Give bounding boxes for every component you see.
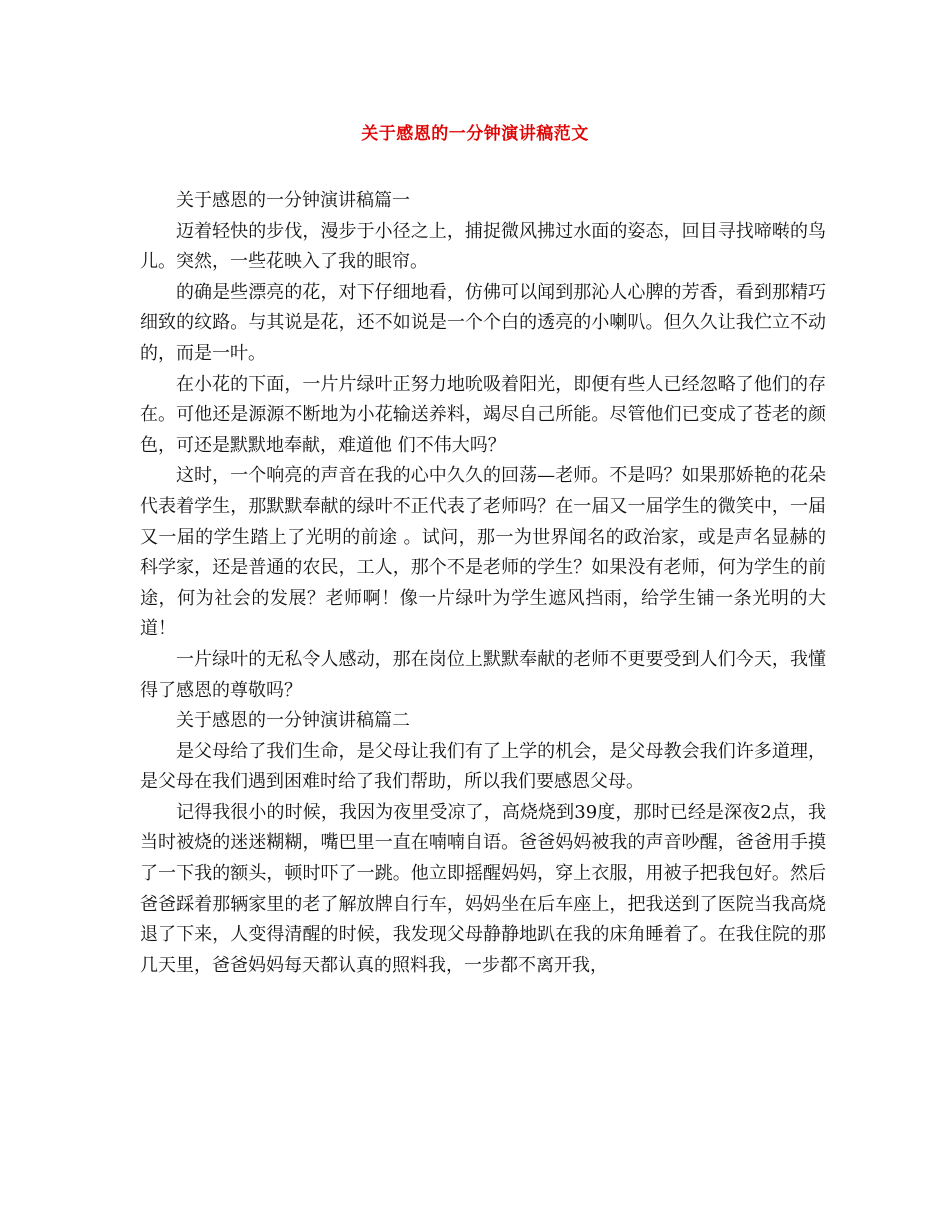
paragraph: 的确是些漂亮的花，对下仔细地看，仿佛可以闻到那沁人心脾的芳香，看到那精巧细致的纹路。与其说是花，还不如说是一个个白的透亮的小喇叭。但久久让我伫立不动的，而是一叶。 xyxy=(140,281,826,364)
document-title: 关于感恩的一分钟演讲稿范文 xyxy=(361,124,589,144)
paragraph: 迈着轻快的步伐，漫步于小径之上，捕捉微风拂过水面的姿态，回目寻找啼啭的鸟儿。突然，一些花映入了我的眼帘。 xyxy=(140,220,826,273)
paragraph: 一片绿叶的无私令人感动，那在岗位上默默奉献的老师不更要受到人们今天，我懂得了感恩的尊敬吗？ xyxy=(140,648,826,701)
paragraph: 这时，一个响亮的声音在我的心中久久的回荡—老师。不是吗？如果那娇艳的花朵代表着学生，那默默奉献的绿叶不正代表了老师吗？在一届又一届学生的微笑中，一届又一届的学生踏上了光明的前途 。试问，那一为世界闻名的政治家，或是声名显赫的科学家，还是普通的农民，工人，那个不是老师的学生？如果没有老师，何为学生的前途，何为社会的发展？老师啊！像一片绿叶为学生遮风挡雨，给学生铺一条光明的大道！ xyxy=(140,465,826,640)
section-heading-2: 关于感恩的一分钟演讲稿篇二 xyxy=(176,710,410,732)
document-body xyxy=(140,186,826,981)
paragraph: 是父母给了我们生命，是父母让我们有了上学的机会，是父母教会我们许多道理，是父母在我们遇到困难时给了我们帮助，所以我们要感恩父母。 xyxy=(140,740,826,793)
paragraph: 记得我很小的时候，我因为夜里受凉了，高烧烧到39度，那时已经是深夜2点，我当时被烧的迷迷糊糊，嘴巴里一直在喃喃自语。爸爸妈妈被我的声音吵醒，爸爸用手摸了一下我的额头，顿时吓了一跳。他立即摇醒妈妈，穿上衣服，用被子把我包好。然后爸爸踩着那辆家里的老了解放牌自行车，妈妈坐在后车座上，把我送到了医院当我高烧退了下来，人变得清醒的时候，我发现父母静静地趴在我的床角睡着了。在我住院的那几天里，爸爸妈妈每天都认真的照料我，一步都不离开我， xyxy=(140,801,826,976)
paragraph: 在小花的下面，一片片绿叶正努力地吮吸着阳光，即便有些人已经忽略了他们的存在。可他还是源源不断地为小花输送养料，竭尽自己所能。尽管他们已变成了苍老的颜色，可还是默默地奉献，难道他 们不伟大吗？ xyxy=(140,373,826,456)
section-heading-1: 关于感恩的一分钟演讲稿篇一 xyxy=(176,190,410,211)
